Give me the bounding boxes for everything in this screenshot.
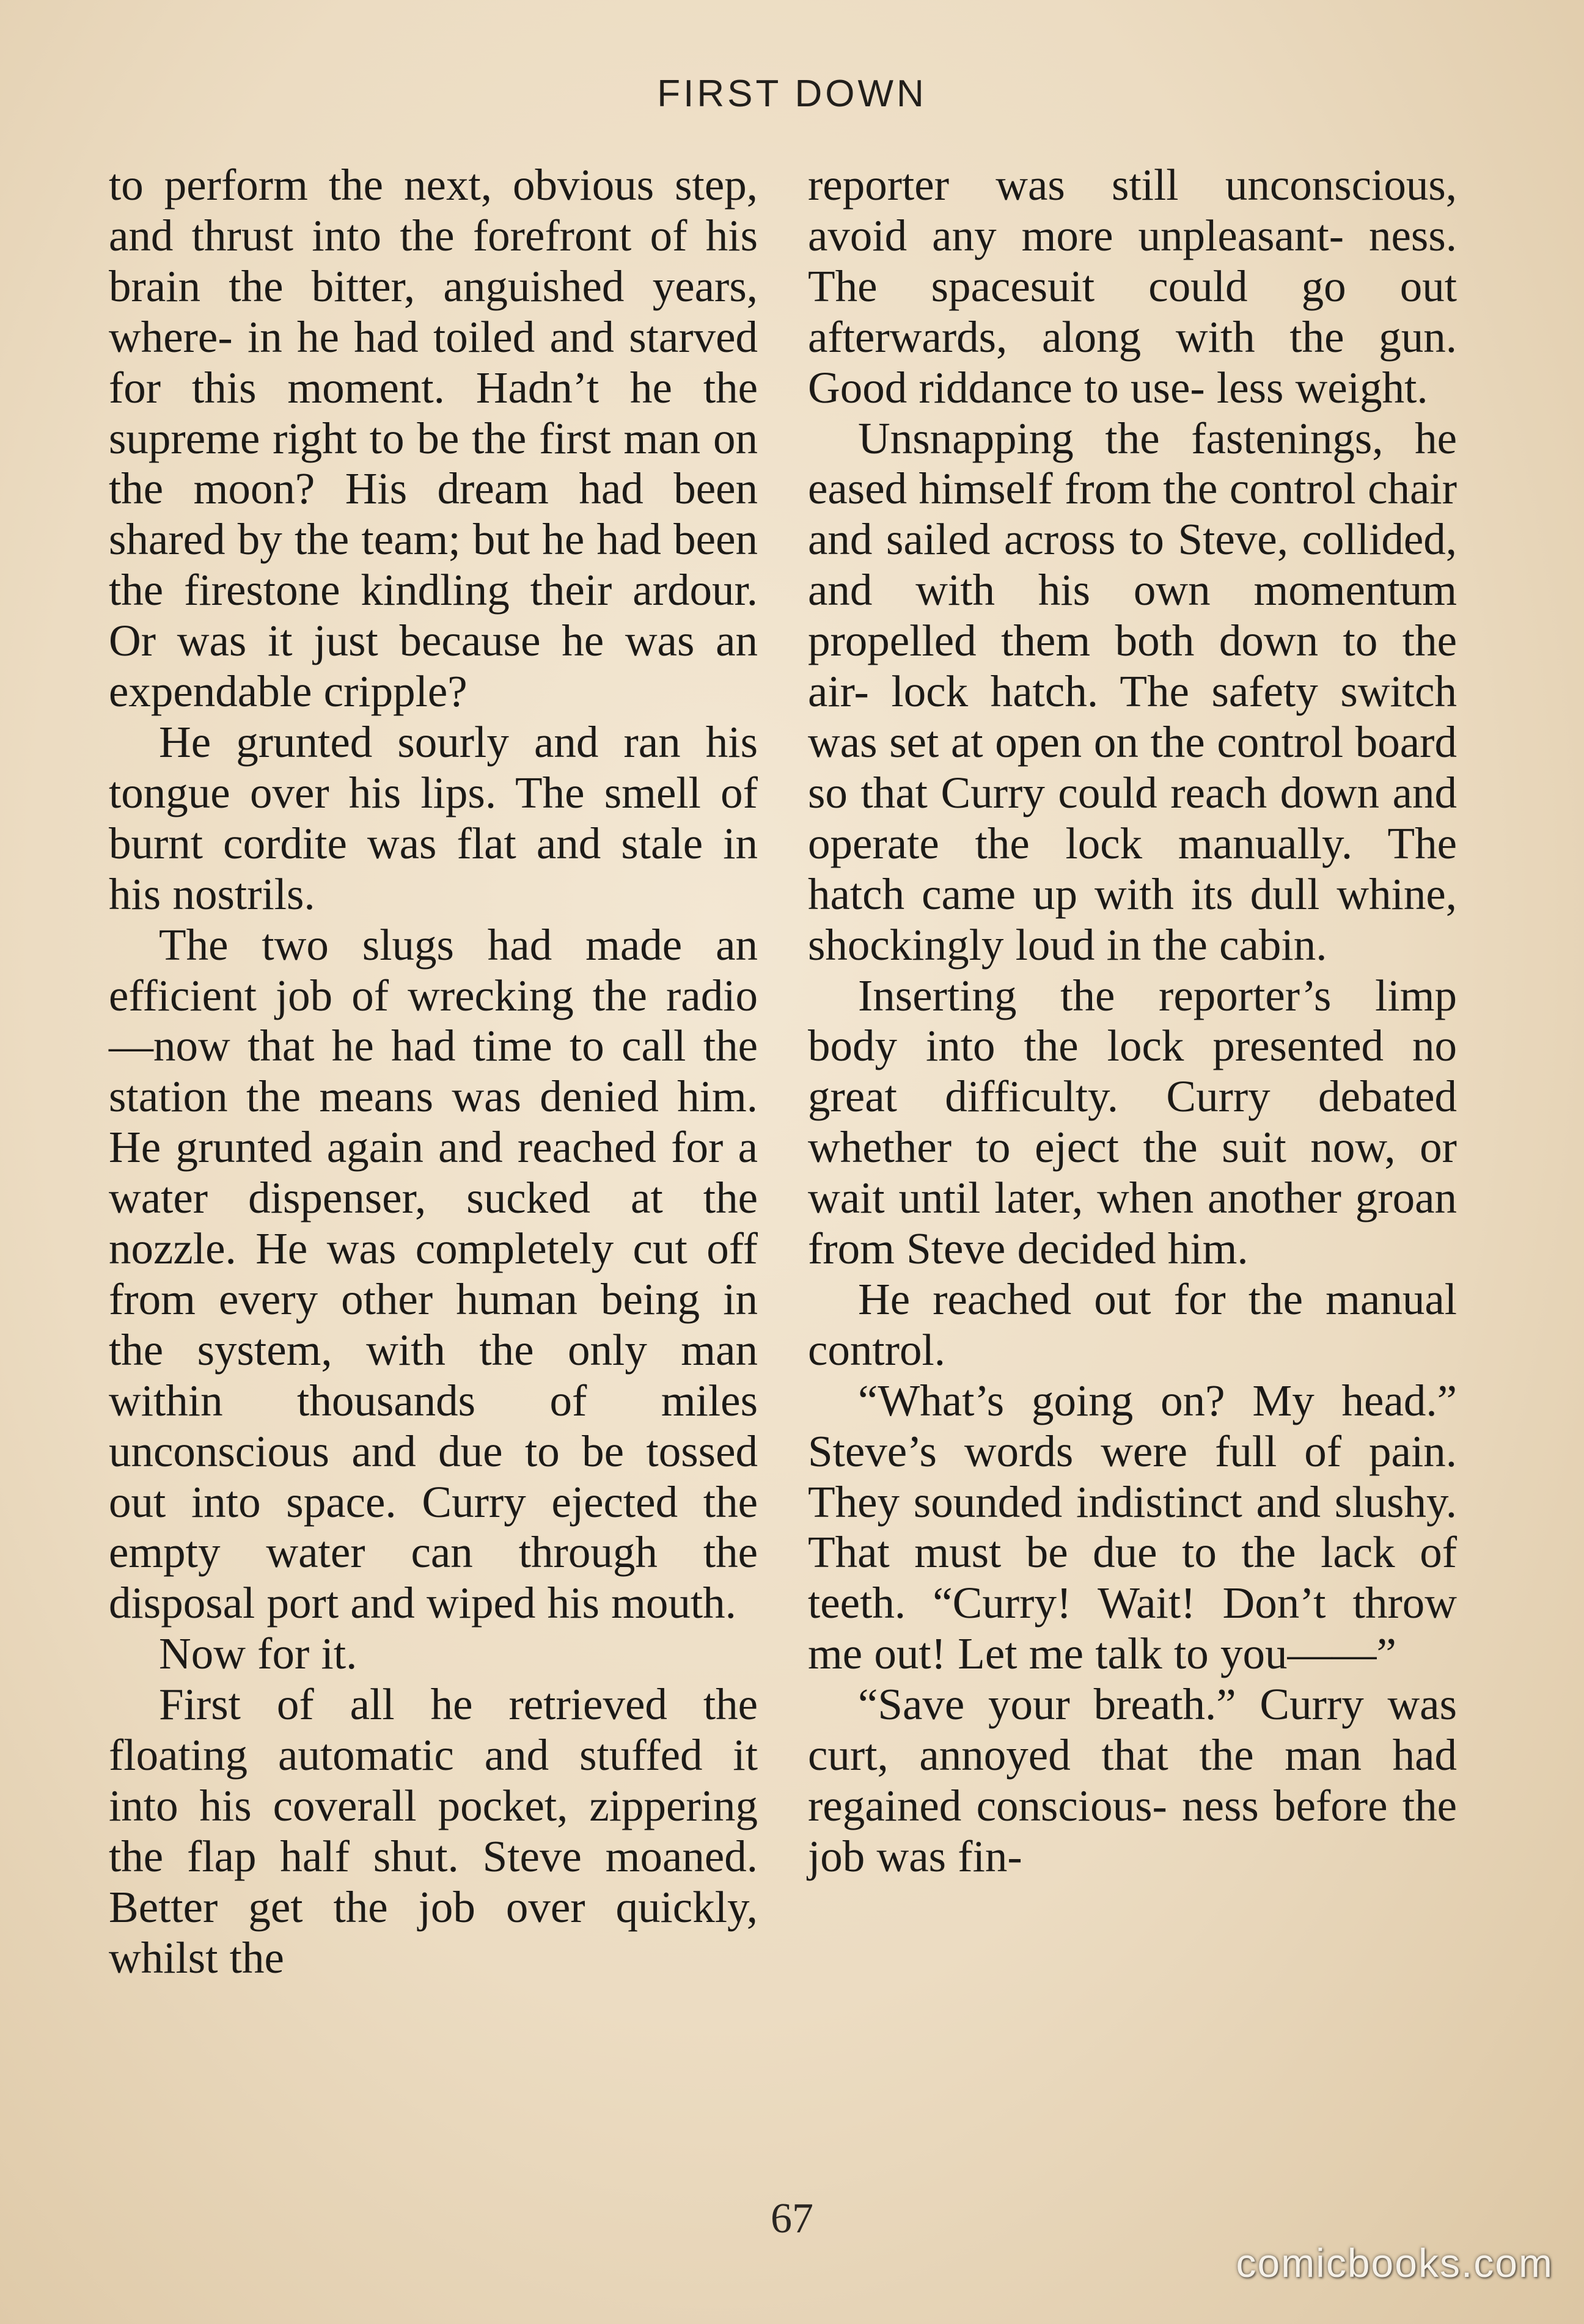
running-title: FIRST DOWN [657, 73, 927, 115]
page-number: 67 [771, 2195, 813, 2242]
paragraph: “Save your breath.” Curry was curt, annoyed that the man had regained conscious- ness before the job was fin- [808, 1679, 1457, 1881]
paragraph: to perform the next, obvious step, and thrust into the forefront of his brain the bitter, anguished years, where- in he had toiled and starved for this moment. Hadn’t he the supreme right to be the first man on the moon? His dream had been shared by the team; but he had been the firestone kindling their ardour. Or was it just because he was an expendable cripple? [109, 160, 758, 717]
paragraph: Inserting the reporter’s limp body into the lock presented no great difficulty. Curry debated whether to eject the suit now, or wait until later, when another groan from Steve decided him. [808, 970, 1457, 1274]
left-text-column [109, 160, 758, 1984]
paragraph: Unsnapping the fastenings, he eased himself from the control chair and sailed across to Steve, collided, and with his own momentum propelled them both down to the air- lock hatch. The safety switch was set at open on the control board so that Curry could reach down and operate the lock manually. The hatch came up with its dull whine, shockingly loud in the cabin. [808, 413, 1457, 970]
paragraph: First of all he retrieved the floating automatic and stuffed it into his coverall pocket, zippering the flap half shut. Steve moaned. Better get the job over quickly, whilst the [109, 1679, 758, 1982]
site-watermark: comicbooks.com [1236, 2240, 1553, 2286]
paragraph: Now for it. [159, 1629, 358, 1679]
paragraph: The two slugs had made an efficient job of wrecking the radio—now that he had time to call the station the means was denied him. He grunted again and reached for a water dispenser, sucked at the nozzle. He was completely cut off from every other human being in the system, with the only man within thousands of miles unconscious and due to be tossed out into space. Curry ejected the empty water can through the disposal port and wiped his mouth. [109, 919, 758, 1628]
right-text-column [808, 160, 1457, 1882]
paragraph: reporter was still unconscious, avoid any more unpleasant- ness. The spacesuit could go out afterwards, along with the gun. Good riddance to use- less weight. [808, 160, 1457, 412]
paragraph: He grunted sourly and ran his tongue over his lips. The smell of burnt cordite was flat and stale in his nostrils. [109, 717, 758, 919]
paragraph: He reached out for the manual control. [808, 1274, 1457, 1375]
paragraph: “What’s going on? My head.” Steve’s words were full of pain. They sounded indistinct and slushy. That must be due to the lack of teeth. “Curry! Wait! Don’t throw me out! Let me talk to you——” [808, 1375, 1457, 1679]
